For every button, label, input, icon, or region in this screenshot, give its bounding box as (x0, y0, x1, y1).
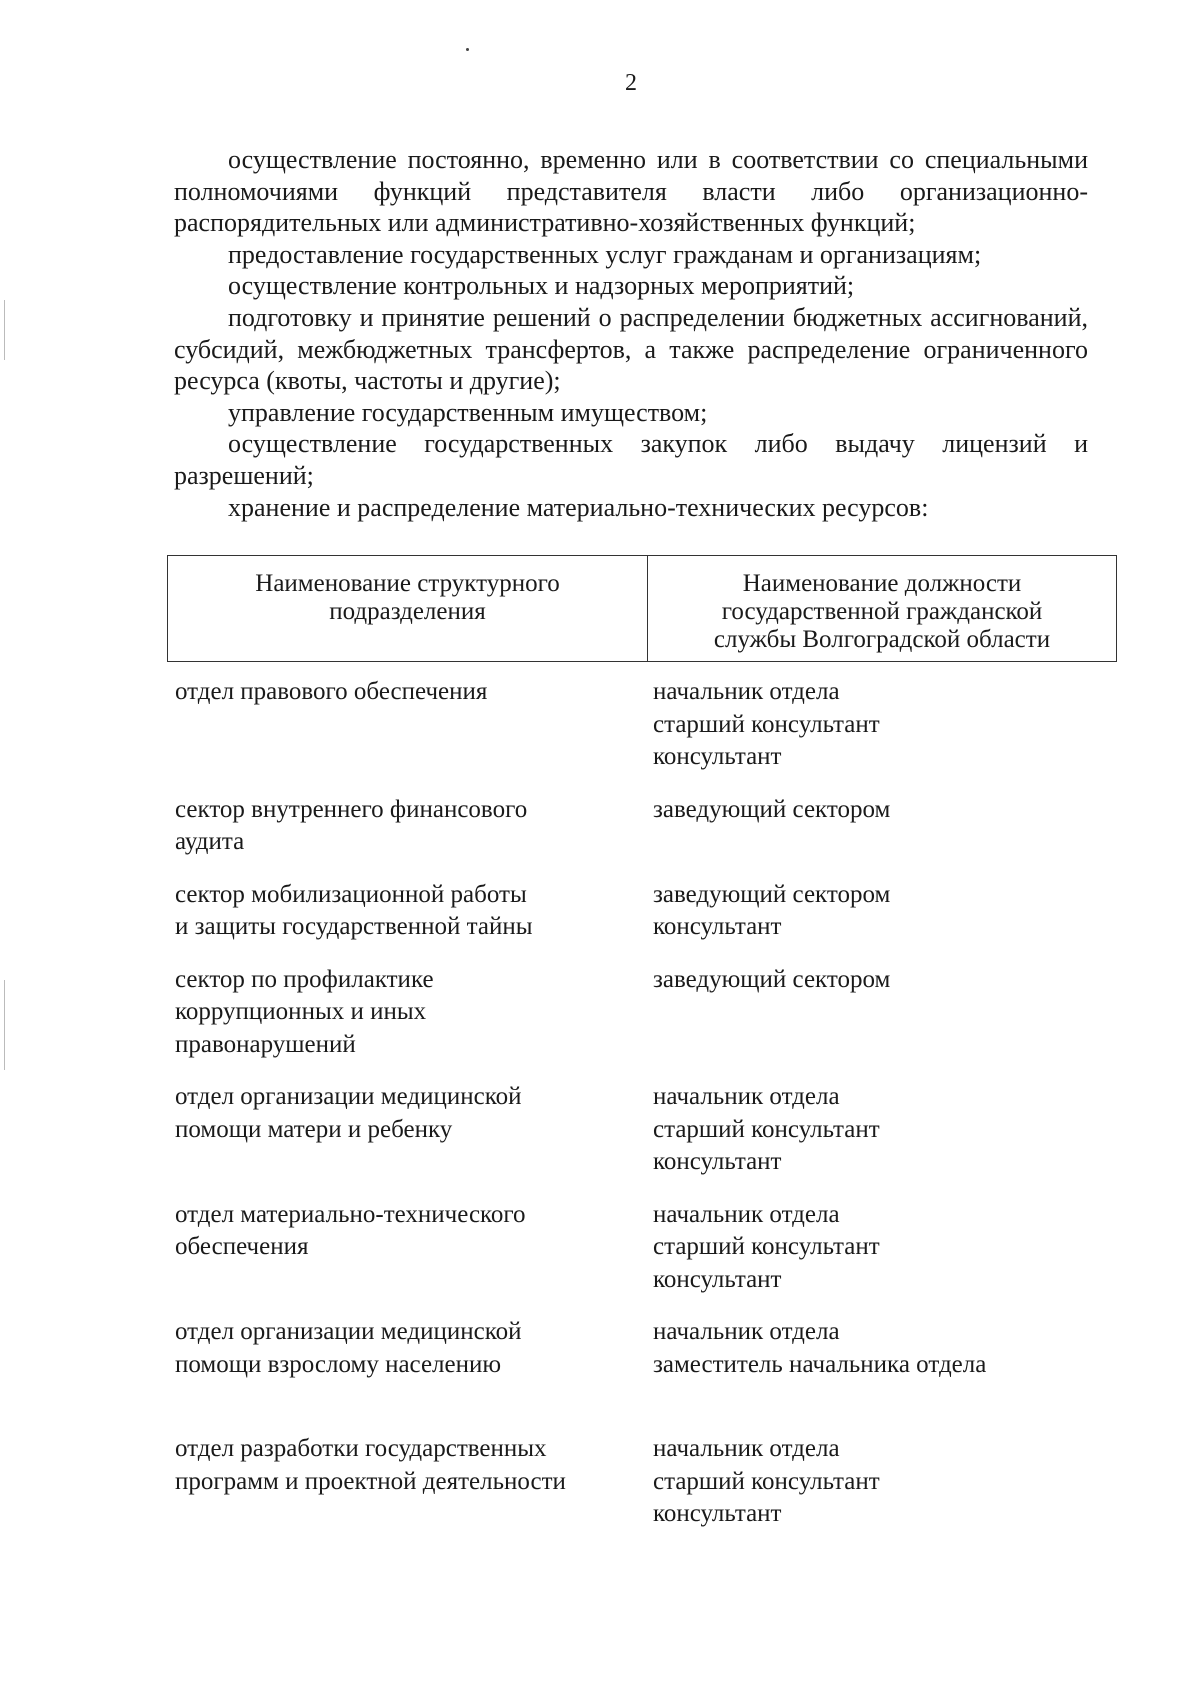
table-row (175, 794, 1115, 859)
table-row (175, 964, 1115, 1062)
table-row (175, 1316, 1115, 1381)
positions-cell: заведующий сектором (653, 795, 891, 823)
table-row (175, 1433, 1115, 1531)
table-header-department (168, 556, 648, 661)
paragraph: осуществление государственных закупок либо выдачу лицензий и разрешений; (174, 429, 1088, 490)
table-row (175, 1081, 1115, 1179)
scan-margin-mark (4, 980, 5, 1070)
positions-cell: начальник отдела старший консультант консультант (653, 1435, 880, 1527)
department-cell: отдел организации медицинской помощи взрослому населению (175, 1318, 522, 1378)
document-body (174, 144, 1088, 523)
table-row (175, 1199, 1115, 1297)
scan-margin-mark (4, 300, 5, 360)
table-header-position (648, 556, 1116, 661)
department-cell: отдел правового обеспечения (175, 678, 488, 705)
positions-cell: начальник отдела старший консультант консультант (653, 678, 880, 770)
positions-cell: начальник отдела старший консультант консультант (653, 1200, 880, 1293)
positions-cell: начальник отдела заместитель начальника отдела (653, 1318, 987, 1378)
paragraph: управление государственным имуществом; (228, 397, 708, 427)
positions-cell: заведующий сектором консультант (653, 880, 891, 940)
department-cell: отдел материально-технического обеспечения (175, 1200, 526, 1260)
department-cell: сектор внутреннего финансового аудита (175, 795, 528, 855)
table-body (175, 676, 1115, 1531)
table-header (167, 555, 1117, 662)
paragraph: предоставление государственных услуг гражданам и организациям; (228, 239, 982, 269)
department-cell: сектор мобилизационной работы и защиты государственной тайны (175, 880, 533, 940)
paragraph: хранение и распределение материально-технических ресурсов: (228, 492, 929, 522)
paragraph: осуществление контрольных и надзорных мероприятий; (228, 271, 855, 301)
header-position-label: Наименование должности государственной гражданской службы Волгоградской области (713, 570, 1051, 653)
header-department-label: Наименование структурного подразделения (255, 570, 560, 625)
table-row (175, 676, 1115, 774)
paragraph: осуществление постоянно, временно или в соответствии со специальными полномочиями функций представителя власти либо организационно-распорядительных или административно-хозяйственных функций; (174, 145, 1088, 238)
department-cell: отдел организации медицинской помощи матери и ребенку (175, 1083, 522, 1143)
department-cell: отдел разработки государственных программ и проектной деятельности (175, 1435, 566, 1495)
department-cell: сектор по профилактике коррупционных и иных правонарушений (175, 965, 434, 1058)
positions-cell: начальник отдела старший консультант консультант (653, 1083, 880, 1175)
page-number: 2 (625, 70, 637, 96)
scan-speck (466, 48, 469, 51)
positions-cell: заведующий сектором (653, 965, 891, 993)
paragraph: подготовку и принятие решений о распределении бюджетных ассигнований, субсидий, межбюджетных трансфертов, а также распределение ограниченного ресурса (квоты, частоты и другие); (174, 302, 1088, 396)
table-row (175, 879, 1115, 944)
